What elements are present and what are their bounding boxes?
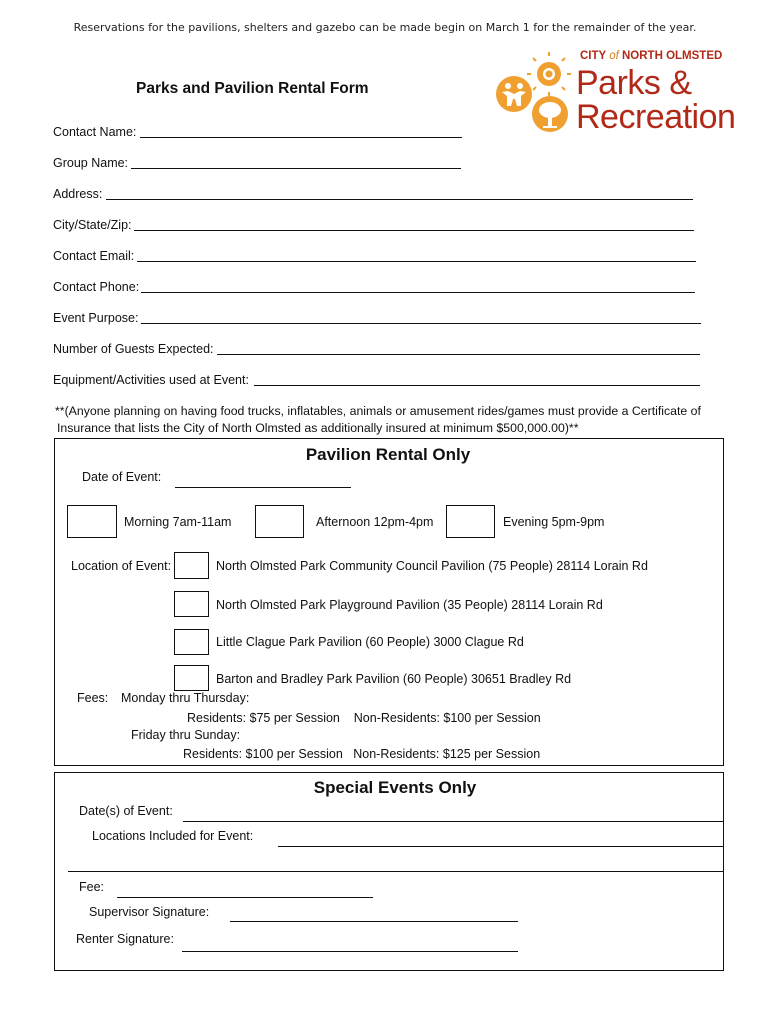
morning-checkbox[interactable] <box>67 505 117 538</box>
contact-phone-label: Contact Phone: <box>53 280 140 294</box>
location-community-council: North Olmsted Park Community Council Pavilion (75 People) 28114 Lorain Rd <box>216 559 648 573</box>
evening-checkbox[interactable] <box>446 505 495 538</box>
afternoon-checkbox[interactable] <box>255 505 304 538</box>
form-title: Parks and Pavilion Rental Form <box>136 80 369 97</box>
special-locations-field[interactable] <box>278 846 723 847</box>
special-fee-label: Fee: <box>79 880 105 894</box>
insurance-note <box>55 403 735 437</box>
special-locations-label: Locations Included for Event: <box>92 829 254 843</box>
renter-signature-field[interactable] <box>182 951 518 952</box>
location-label: Location of Event: <box>71 559 172 573</box>
evening-label: Evening 5pm-9pm <box>503 515 605 529</box>
fees-label: Fees: <box>77 691 109 705</box>
pavilion-date-field[interactable] <box>175 487 351 488</box>
logo-word-recreation: Recreation <box>576 98 736 136</box>
group-name-label: Group Name: <box>53 156 129 170</box>
address-field[interactable] <box>106 199 693 200</box>
parks-recreation-logo <box>494 48 734 138</box>
event-purpose-field[interactable] <box>141 323 701 324</box>
contact-phone-field[interactable] <box>141 292 695 293</box>
logo-city-line <box>580 50 722 62</box>
event-purpose-label: Event Purpose: <box>53 311 139 325</box>
contact-name-label: Contact Name: <box>53 125 137 139</box>
location-checkbox-community-council[interactable] <box>174 552 209 579</box>
weekday-rates: Residents: $75 per Session Non-Residents: $100 per Session <box>187 711 541 725</box>
special-fee-field[interactable] <box>117 897 373 898</box>
logo-city-prefix: CITY <box>580 50 606 62</box>
guests-expected-field[interactable] <box>217 354 700 355</box>
contact-email-label: Contact Email: <box>53 249 135 263</box>
contact-email-field[interactable] <box>137 261 696 262</box>
weekend-rates: Residents: $100 per Session Non-Residents: $125 per Session <box>183 747 541 761</box>
city-state-zip-label: City/State/Zip: <box>53 218 132 232</box>
equipment-activities-field[interactable] <box>254 385 700 386</box>
special-locations-field-line2[interactable] <box>68 871 723 872</box>
insurance-note-line1: **(Anyone planning on having food trucks, inflatables, animals or amusement rides/games must provide a Certificate of <box>55 404 701 418</box>
location-little-clague: Little Clague Park Pavilion (60 People) 3000 Clague Rd <box>216 635 524 649</box>
location-checkbox-barton-bradley[interactable] <box>174 665 209 691</box>
address-label: Address: <box>53 187 103 201</box>
group-name-field[interactable] <box>131 168 461 169</box>
pavilion-section-title: Pavilion Rental Only <box>305 445 471 464</box>
logo-word-parks: Parks & <box>576 64 692 102</box>
logo-city-name: NORTH OLMSTED <box>622 50 723 62</box>
weekday-label: Monday thru Thursday: <box>121 691 250 705</box>
city-state-zip-field[interactable] <box>134 230 694 231</box>
supervisor-signature-field[interactable] <box>230 921 518 922</box>
guests-expected-label: Number of Guests Expected: <box>53 342 214 356</box>
logo-emblem-icon <box>494 52 574 138</box>
location-checkbox-little-clague[interactable] <box>174 629 209 655</box>
contact-name-field[interactable] <box>140 137 462 138</box>
pavilion-date-label: Date of Event: <box>82 470 162 484</box>
afternoon-label: Afternoon 12pm-4pm <box>316 515 434 529</box>
special-dates-field[interactable] <box>183 821 723 822</box>
location-checkbox-playground[interactable] <box>174 591 209 617</box>
supervisor-signature-label: Supervisor Signature: <box>89 905 210 919</box>
location-playground: North Olmsted Park Playground Pavilion (35 People) 28114 Lorain Rd <box>216 598 603 612</box>
special-dates-label: Date(s) of Event: <box>79 804 173 818</box>
location-barton-bradley: Barton and Bradley Park Pavilion (60 People) 30651 Bradley Rd <box>216 672 572 686</box>
weekend-label: Friday thru Sunday: <box>131 728 241 742</box>
special-section-title: Special Events Only <box>313 778 477 797</box>
insurance-note-line2: Insurance that lists the City of North Olmsted as additionally insured at minimum $500,000.00)** <box>57 421 579 435</box>
renter-signature-label: Renter Signature: <box>76 932 174 946</box>
logo-city-of: of <box>609 50 619 62</box>
morning-label: Morning 7am-11am <box>124 515 232 529</box>
equipment-activities-label: Equipment/Activities used at Event: <box>53 373 249 387</box>
reservation-notice: Reservations for the pavilions, shelters and gazebo can be made begin on March 1 for the remainder of the year. <box>73 21 697 34</box>
